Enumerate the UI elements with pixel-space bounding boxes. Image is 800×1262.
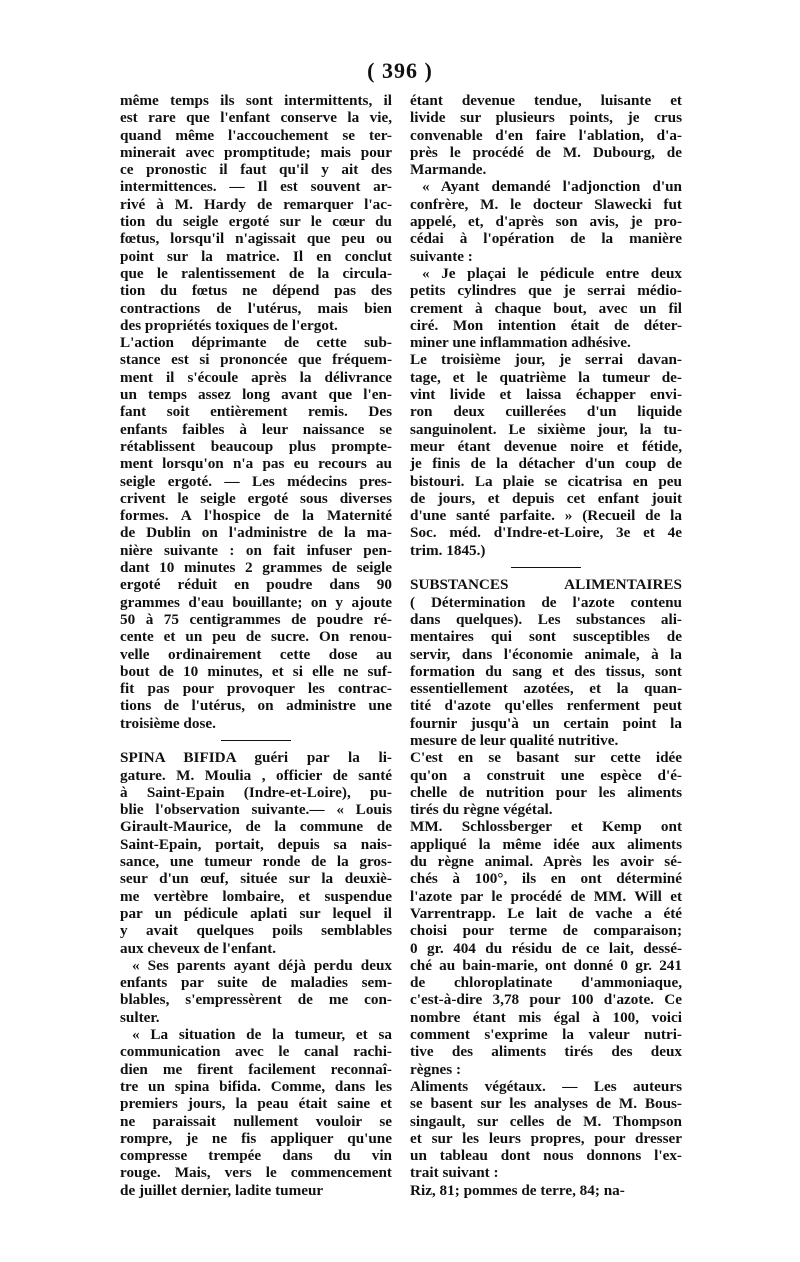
text-line: tre un spina bifida. Comme, dans les xyxy=(120,1077,392,1095)
right-column xyxy=(410,92,682,1199)
text-line: crement à chaque bout, avec un fil xyxy=(410,299,682,317)
text-line: c'est-à-dire 3,78 pour 100 d'azote. Ce xyxy=(410,991,682,1009)
text-line: y avait quelques poils semblables xyxy=(120,922,392,940)
text-line: me vertèbre lombaire, et suspendue xyxy=(120,887,392,905)
text-line: blie l'observation suivante.— « Louis xyxy=(120,801,392,819)
text-line: singault, sur celles de M. Thompson xyxy=(410,1112,682,1130)
text-line: je finis de la détacher d'un coup de xyxy=(410,455,682,473)
text-line: ciré. Mon intention était de déter- xyxy=(410,316,682,334)
text-line: 0 gr. 404 du résidu de ce lait, dessé- xyxy=(410,939,682,957)
text-line: C'est en se basant sur cette idée xyxy=(410,749,682,767)
text-line: nombre étant mis égal à 100, voici xyxy=(410,1008,682,1026)
text-line: blables, s'empressèrent de me con- xyxy=(120,991,392,1009)
page-number: ( 396 ) xyxy=(367,58,433,83)
text-line: premiers jours, la peau était saine et xyxy=(120,1095,392,1113)
text-line: ne paraissait nullement vouloir se xyxy=(120,1112,392,1130)
text-line: bistouri. La plaie se cicatrisa en peu xyxy=(410,472,682,490)
text-line: ment il s'écoule après la délivrance xyxy=(120,368,392,386)
text-line: ment lorsqu'on n'a pas eu recours au xyxy=(120,455,392,473)
text-line: formation du sang et des tissus, sont xyxy=(410,662,682,680)
text-line: enfants par suite de maladies sem- xyxy=(120,974,392,992)
text-line: essentiellement azotées, et la quan- xyxy=(410,680,682,698)
text-line: Soc. méd. d'Indre-et-Loire, 3e et 4e xyxy=(410,524,682,542)
text-line: grammes d'eau bouillante; on y ajoute xyxy=(120,593,392,611)
text-line: « Ayant demandé l'adjonction d'un xyxy=(422,178,682,196)
text-line: minerait avec promptitude; mais pour xyxy=(120,143,392,161)
text-line: aux cheveux de l'enfant. xyxy=(120,939,277,957)
text-line: appliqué la même idée aux aliments xyxy=(410,835,682,853)
text-line: à Saint-Epain (Indre-et-Loire), pu- xyxy=(120,783,392,801)
text-line: gature. M. Moulia , officier de santé xyxy=(120,766,392,784)
text-line: Girault-Maurice, de la commune de xyxy=(120,818,392,836)
text-line: mentaires qui sont susceptibles de xyxy=(410,628,682,646)
text-line: que le ralentissement de la circula- xyxy=(120,264,392,282)
text-line: tage, et le quatrième la tumeur de- xyxy=(410,368,682,386)
text-line: suivante : xyxy=(410,247,473,265)
text-line: Riz, 81; pommes de terre, 84; na- xyxy=(410,1181,625,1199)
text-line: cédai à l'opération de la manière xyxy=(410,230,682,248)
text-line: Aliments végétaux. — Les auteurs xyxy=(410,1077,682,1095)
text-line: compresse trempée dans du vin xyxy=(120,1147,392,1165)
text-line: SUBSTANCES ALIMENTAIRES xyxy=(410,576,682,594)
text-line: communication avec le canal rachi- xyxy=(120,1043,392,1061)
text-line: Marmande. xyxy=(410,161,487,179)
text-line: fournir jusqu'à un certain point la xyxy=(410,714,682,732)
text-line: miner une inflammation adhésive. xyxy=(410,334,631,352)
text-line: de juillet dernier, ladite tumeur xyxy=(120,1181,324,1199)
text-line: près le procédé de M. Dubourg, de xyxy=(410,143,682,161)
text-line: tive des aliments tirés des deux xyxy=(410,1043,682,1061)
text-line: comment s'exprime la valeur nutri- xyxy=(410,1026,682,1044)
text-line: bout de 10 minutes, et si elle ne suf- xyxy=(120,662,392,680)
text-line: des propriétés toxiques de l'ergot. xyxy=(120,316,338,334)
text-line: sance, une tumeur ronde de la gros- xyxy=(120,853,392,871)
text-line: « La situation de la tumeur, et sa xyxy=(132,1026,392,1044)
text-line: chés à 100°, ils en ont déterminé xyxy=(410,870,682,888)
text-line: cente et un peu de sucre. On renou- xyxy=(120,628,392,646)
text-line: chelle de nutrition pour les aliments xyxy=(410,783,682,801)
text-line: « Je plaçai le pédicule entre deux xyxy=(422,264,682,282)
text-line: ché au bain-marie, ont donné 0 gr. 241 xyxy=(410,956,682,974)
text-line: vint livide et laissa échapper envi- xyxy=(410,386,682,404)
text-line: troisième dose. xyxy=(120,714,216,732)
text-line: convenable d'en faire l'ablation, d'a- xyxy=(410,126,682,144)
text-line: du règne animal. Après les avoir sé- xyxy=(410,853,682,871)
text-line: rompre, je ne fis appliquer qu'une xyxy=(120,1129,392,1147)
text-line: petits cylindres que je serrai médio- xyxy=(410,282,682,300)
text-line: choisi pour terme de comparaison; xyxy=(410,922,682,940)
text-line: seigle ergoté. — Les médecins pres- xyxy=(120,472,392,490)
text-line: velle ordinairement cette dose au xyxy=(120,645,392,663)
text-line: quand même l'accouchement se ter- xyxy=(120,126,392,144)
text-line: seur d'un œuf, située sur la deuxiè- xyxy=(120,870,392,888)
text-line: un temps assez long avant que l'en- xyxy=(120,386,392,404)
text-line: de jours, et depuis cet enfant jouit xyxy=(410,489,682,507)
section-divider xyxy=(410,559,682,576)
text-line: ce pronostic il faut qu'il y ait des xyxy=(120,161,392,179)
text-line: confrère, M. le docteur Slawecki fut xyxy=(410,195,682,213)
text-line: tion du fœtus ne dépend pas des xyxy=(120,282,392,300)
text-line: formes. A l'hospice de la Maternité xyxy=(120,507,392,525)
text-line: fant soit entièrement remis. Des xyxy=(120,403,392,421)
text-line: de Dublin on l'administre de la ma- xyxy=(120,524,392,542)
text-line: dant 10 minutes 2 grammes de seigle xyxy=(120,559,392,577)
left-column xyxy=(120,92,392,1199)
text-line: meur étant devenue noire et fétide, xyxy=(410,437,682,455)
text-line: servir, dans l'économie animale, à la xyxy=(410,645,682,663)
text-line: sanguinolent. Le sixième jour, la tu- xyxy=(410,420,682,438)
text-line: trim. 1845.) xyxy=(410,541,486,559)
text-line: fœtus, lorsqu'il n'agissait que peu ou xyxy=(120,230,392,248)
text-line: rétablissent beaucoup plus prompte- xyxy=(120,437,392,455)
text-line: dans quelques). Les substances ali- xyxy=(410,610,682,628)
text-line: est rare que l'enfant conserve la vie, xyxy=(120,109,392,127)
text-line: intermittences. — Il est souvent ar- xyxy=(120,178,392,196)
text-line: point sur la matrice. Il en conclut xyxy=(120,247,392,265)
text-line: se basent sur les analyses de M. Bous- xyxy=(410,1095,682,1113)
text-line: étant devenue tendue, luisante et xyxy=(410,92,682,109)
text-line: un tableau dont nous donnons l'ex- xyxy=(410,1147,682,1165)
text-line: L'action déprimante de cette sub- xyxy=(120,334,392,352)
text-line: stance est si prononcée que fréquem- xyxy=(120,351,392,369)
text-line: par un pédicule aplati sur lequel il xyxy=(120,904,392,922)
text-line: tion du seigle ergoté sur le cœur du xyxy=(120,213,392,231)
text-line: qu'on a construit une espèce d'é- xyxy=(410,766,682,784)
text-line: rouge. Mais, vers le commencement xyxy=(120,1164,392,1182)
text-line: tirés du règne végétal. xyxy=(410,801,553,819)
text-line: mesure de leur qualité nutritive. xyxy=(410,731,619,749)
text-line: même temps ils sont intermittents, il xyxy=(120,92,392,109)
text-line: « Ses parents ayant déjà perdu deux xyxy=(132,956,392,974)
text-line: dien me firent facilement reconnaî- xyxy=(120,1060,392,1078)
text-line: contractions de l'utérus, mais bien xyxy=(120,299,392,317)
text-line: de chloroplatinate d'ammoniaque, xyxy=(410,974,682,992)
text-line: livide sur plusieurs points, je crus xyxy=(410,109,682,127)
text-line: règnes : xyxy=(410,1060,462,1078)
text-line: SPINA BIFIDA guéri par la li- xyxy=(120,749,392,767)
text-line: rivé à M. Hardy de remarquer l'ac- xyxy=(120,195,392,213)
text-line: Varrentrapp. Le lait de vache a été xyxy=(410,904,682,922)
text-line: crivent le seigle ergoté sous diverses xyxy=(120,489,392,507)
section-divider xyxy=(120,732,392,749)
text-line: sulter. xyxy=(120,1008,160,1026)
text-line: ron deux cuillerées d'un liquide xyxy=(410,403,682,421)
text-line: appelé, et, d'après son avis, je pro- xyxy=(410,213,682,231)
text-line: et sur les leurs propres, pour dresser xyxy=(410,1129,682,1147)
text-line: ergoté réduit en poudre dans 90 xyxy=(120,576,392,594)
text-line: trait suivant : xyxy=(410,1164,499,1182)
text-line: Saint-Epain, portait, depuis sa nais- xyxy=(120,835,392,853)
text-line: 50 à 75 centigrammes de poudre ré- xyxy=(120,610,392,628)
text-line: tions de l'utérus, on administre une xyxy=(120,697,392,715)
text-line: Le troisième jour, je serrai davan- xyxy=(410,351,682,369)
text-line: d'une santé parfaite. » (Recueil de la xyxy=(410,507,682,525)
text-line: MM. Schlossberger et Kemp ont xyxy=(410,818,682,836)
text-line: tité d'azote qu'elles renferment peut xyxy=(410,697,682,715)
text-line: ( Détermination de l'azote contenu xyxy=(410,593,682,611)
text-line: nière suivante : on fait infuser pen- xyxy=(120,541,392,559)
text-line: fit pas pour provoquer les contrac- xyxy=(120,680,392,698)
text-line: l'azote par le procédé de MM. Will et xyxy=(410,887,682,905)
text-line: enfants faibles à leur naissance se xyxy=(120,420,392,438)
